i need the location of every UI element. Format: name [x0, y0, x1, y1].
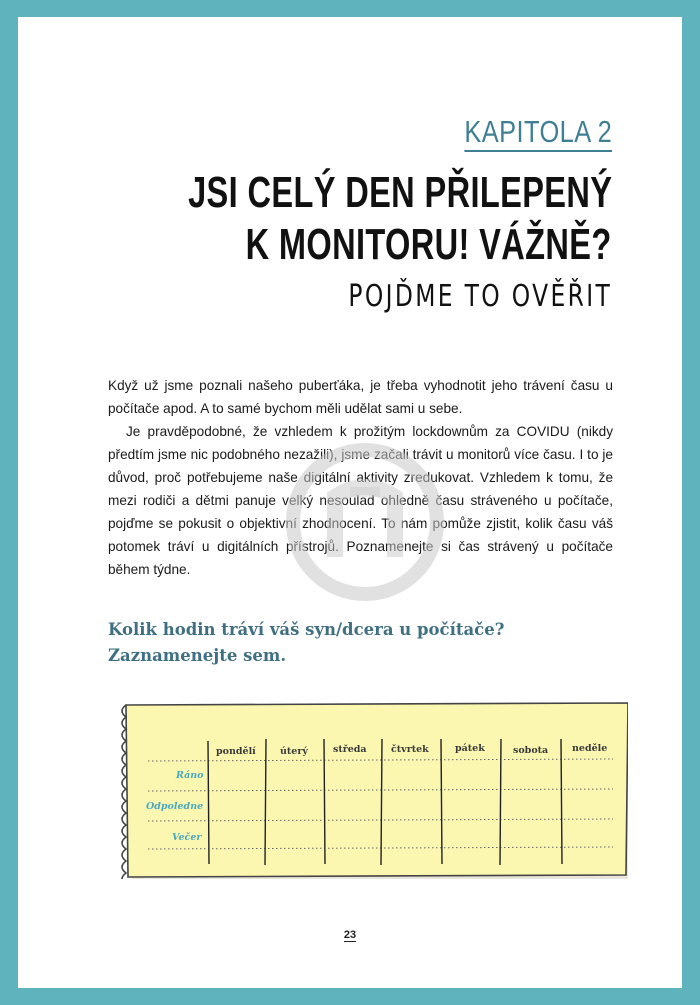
column-header-tuesday: úterý [280, 746, 308, 757]
page-number [18, 929, 682, 941]
column-header-sunday: neděle [572, 743, 608, 754]
time-tracking-table [108, 689, 628, 879]
page-number-text: 23 [343, 929, 357, 941]
chapter-title-line-2: K MONITORU! VÁŽNĚ? [245, 220, 612, 269]
question-line-1: Kolik hodin tráví váš syn/dcera u počítače? [108, 620, 505, 639]
question-heading [108, 617, 628, 669]
book-page [18, 17, 682, 988]
column-header-wednesday: středa [333, 744, 367, 755]
paragraph-2: Je pravděpodobné, že vzhledem k prožitým lockdownům za COVIDU (nikdy předtím jsme nic podobného nezažili), jsme začali trávit u monitorů více času. I to je důvod, proč potřebujeme naše digitální aktivity zredukovat. Vzhledem k tomu, že mezi rodiči a dětmi panuje velký nesoulad ohledně času stráveného u počítače, pojďme se pokusit o objektivní zhodnocení. To nám pomůže zjistit, kolik času váš potomek tráví u digitálních přístrojů. Poznamenejte si čas strávený u počítače během týdne. [108, 424, 613, 577]
column-header-friday: pátek [455, 743, 485, 754]
body-text [108, 374, 613, 581]
chapter-subtitle: POJĎME TO OVĚŘIT [348, 279, 612, 314]
paragraph-1: Když už jsme poznali našeho puberťáka, je třeba vyhodnotit jeho trávení času u počítače apod. A to samé bychom měli udělat sami u sebe. [108, 378, 613, 416]
chapter-label: KAPITOLA 2 [464, 115, 612, 152]
row-header-morning: Ráno [176, 770, 204, 781]
column-header-monday: pondělí [216, 746, 256, 757]
column-header-thursday: čtvrtek [391, 744, 429, 755]
chapter-title-line-1: JSI CELÝ DEN PŘILEPENÝ [187, 168, 612, 217]
notepad-paper [108, 689, 628, 879]
column-header-saturday: sobota [513, 745, 549, 756]
question-line-2: Zaznamenejte sem. [108, 646, 287, 665]
row-header-afternoon: Odpoledne [146, 801, 204, 812]
row-header-evening: Večer [172, 832, 202, 843]
